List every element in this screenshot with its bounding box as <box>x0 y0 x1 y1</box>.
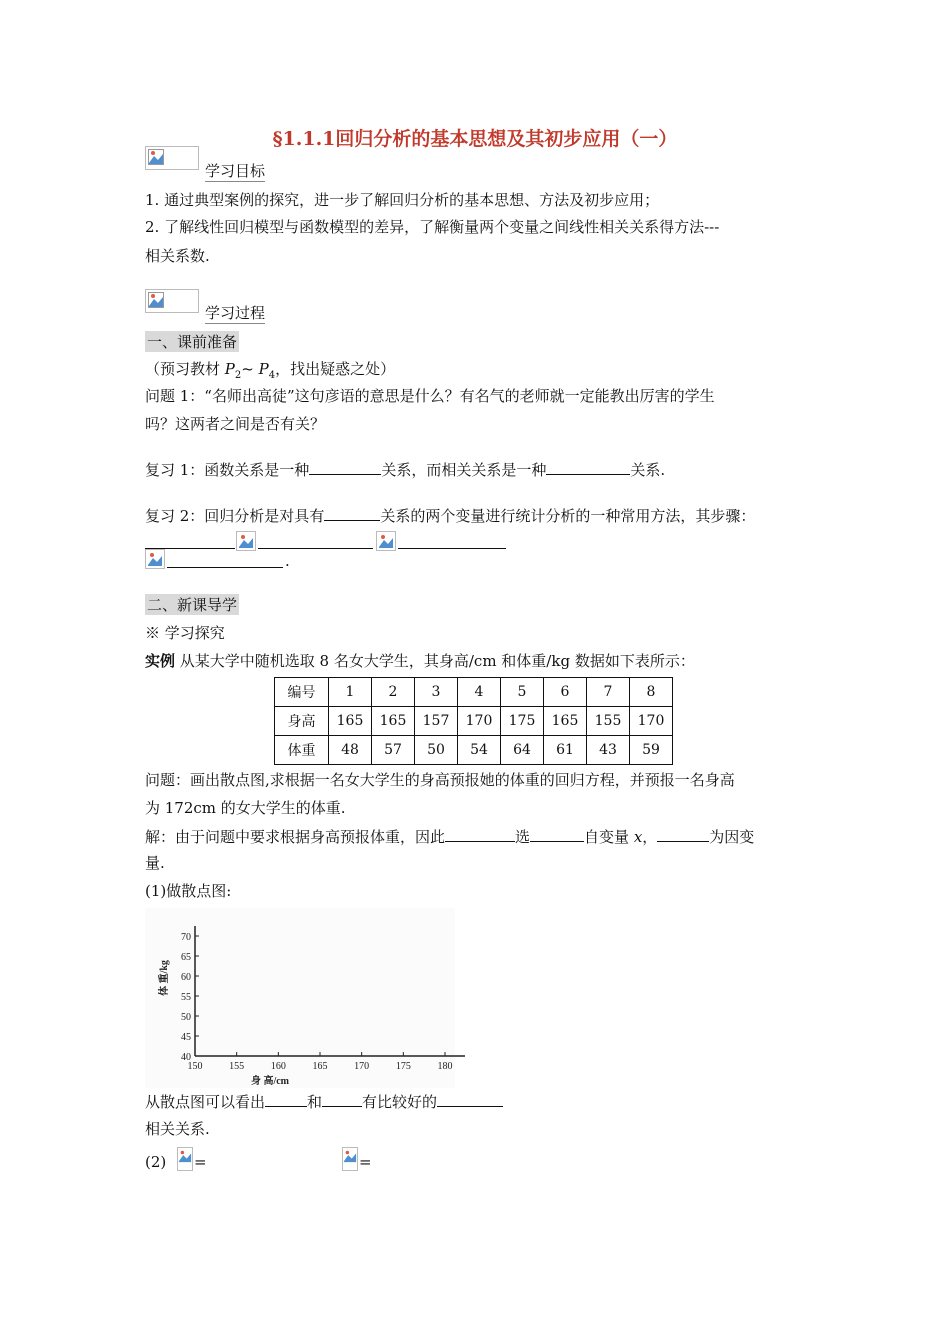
table-cell: 165 <box>329 707 372 736</box>
x-tick-label: 150 <box>187 1061 203 1072</box>
table-cell: 170 <box>458 707 501 736</box>
table-cell: 身高 <box>275 707 329 736</box>
answer-blank[interactable] <box>437 1090 503 1107</box>
prep-note: （预习教材 $P_2\sim$ $P_4$，找出疑惑之处） <box>145 360 396 381</box>
y-tick-label: 60 <box>181 972 191 983</box>
answer-blank[interactable] <box>309 458 381 475</box>
page-title: §1.1.1回归分析的基本思想及其初步应用（一） <box>272 128 678 150</box>
equals-sign: = <box>359 1153 372 1171</box>
goal-item: 2. 了解线性回归模型与函数模型的差异，了解衡量两个变量之间线性相关关系得方法--- <box>145 218 720 236</box>
table-cell: 170 <box>630 707 673 736</box>
table-cell: 64 <box>501 736 544 765</box>
table-cell: 4 <box>458 678 501 707</box>
x-tick-label: 155 <box>229 1061 245 1072</box>
table-row <box>275 678 673 707</box>
table-row <box>275 736 673 765</box>
broken-image-icon <box>376 531 396 551</box>
table-cell: 61 <box>544 736 587 765</box>
answer-blank[interactable] <box>398 532 506 549</box>
table-cell: 48 <box>329 736 372 765</box>
table-cell: 7 <box>587 678 630 707</box>
step-2: (2) <box>145 1153 167 1171</box>
table-cell: 59 <box>630 736 673 765</box>
y-axis-label: 体 重/kg <box>159 960 170 996</box>
conclusion-line: 从散点图可以看出 和 有比较好的 <box>145 1090 503 1112</box>
x-tick-label: 160 <box>270 1061 286 1072</box>
broken-image-icon <box>342 1147 358 1171</box>
y-tick-label: 40 <box>181 1052 191 1063</box>
review-1: 复习 1：函数关系是一种 关系，而相关关系是一种 关系. <box>145 458 665 480</box>
y-tick-label: 70 <box>181 932 191 943</box>
answer-blank[interactable] <box>322 1090 362 1107</box>
data-table <box>274 677 673 765</box>
answer-blank[interactable] <box>167 551 283 568</box>
answer-blank[interactable] <box>324 504 380 521</box>
table-cell: 175 <box>501 707 544 736</box>
review-2: 复习 2：回归分析是对具有 关系的两个变量进行统计分析的一种常用方法，其步骤： <box>145 504 755 526</box>
equals-sign: = <box>194 1153 207 1171</box>
broken-image-icon <box>145 289 199 313</box>
y-tick-label: 65 <box>181 952 191 963</box>
table-cell: 155 <box>587 707 630 736</box>
table-cell: 157 <box>415 707 458 736</box>
table-cell: 6 <box>544 678 587 707</box>
explore-heading: ※ 学习探究 <box>145 624 225 642</box>
x-tick-label: 165 <box>312 1061 328 1072</box>
y-tick-label: 55 <box>181 992 191 1003</box>
table-cell: 165 <box>544 707 587 736</box>
question-line: 为 172cm 的女大学生的体重. <box>145 799 346 817</box>
x-tick-label: 175 <box>395 1061 411 1072</box>
table-cell: 57 <box>372 736 415 765</box>
table-cell: 8 <box>630 678 673 707</box>
process-heading: 学习过程 <box>205 304 266 322</box>
solution-line: 量. <box>145 854 165 872</box>
answer-blank[interactable] <box>445 825 515 842</box>
question-line: 问题：画出散点图,求根据一名女大学生的身高预报她的体重的回归方程，并预报一名身高 <box>145 771 735 789</box>
table-cell: 编号 <box>275 678 329 707</box>
question-1-line: 问题 1：“名师出高徒”这句彦语的意思是什么？有名气的老师就一定能教出厉害的学生 <box>145 387 715 405</box>
example-line: 实例 从某大学中随机选取 8 名女大学生，其身高/cm 和体重/kg 数据如下表所示： <box>145 652 695 670</box>
x-axis-label: 身 高/cm <box>250 1076 290 1087</box>
broken-image-icon <box>236 531 256 551</box>
answer-blank[interactable] <box>657 825 709 842</box>
answer-blank[interactable] <box>530 825 584 842</box>
answer-blank[interactable] <box>546 458 630 475</box>
table-cell: 1 <box>329 678 372 707</box>
scatter-chart <box>145 908 475 1088</box>
broken-image-icon <box>145 549 165 569</box>
step-1: (1)做散点图: <box>145 882 232 900</box>
section-heading: 二、新课导学 <box>147 596 238 614</box>
section-heading: 一、课前准备 <box>147 333 238 351</box>
answer-blank[interactable] <box>258 532 373 549</box>
y-tick-label: 50 <box>181 1012 191 1023</box>
table-cell: 2 <box>372 678 415 707</box>
y-tick-label: 45 <box>181 1032 191 1043</box>
x-tick-label: 170 <box>354 1061 370 1072</box>
solution-line: 解：由于问题中要求根据身高预报体重，因此 选 自变量 x， 为因变 <box>145 825 754 847</box>
question-1-line: 吗？这两者之间是否有关？ <box>145 415 326 433</box>
answer-blank[interactable] <box>265 1090 307 1107</box>
broken-image-icon <box>145 146 199 170</box>
table-cell: 50 <box>415 736 458 765</box>
broken-image-icon <box>177 1147 193 1171</box>
table-cell: 165 <box>372 707 415 736</box>
table-cell: 体重 <box>275 736 329 765</box>
table-cell: 54 <box>458 736 501 765</box>
table-row <box>275 707 673 736</box>
goals-heading: 学习目标 <box>205 162 266 180</box>
answer-blank[interactable] <box>145 532 235 549</box>
table-cell: 43 <box>587 736 630 765</box>
table-cell: 5 <box>501 678 544 707</box>
period: . <box>285 552 290 570</box>
table-cell: 3 <box>415 678 458 707</box>
conclusion-line: 相关关系. <box>145 1120 210 1138</box>
goal-item: 1. 通过典型案例的探究，进一步了解回归分析的基本思想、方法及初步应用； <box>145 191 660 209</box>
x-tick-label: 180 <box>437 1061 453 1072</box>
goal-item: 相关系数. <box>145 247 210 265</box>
